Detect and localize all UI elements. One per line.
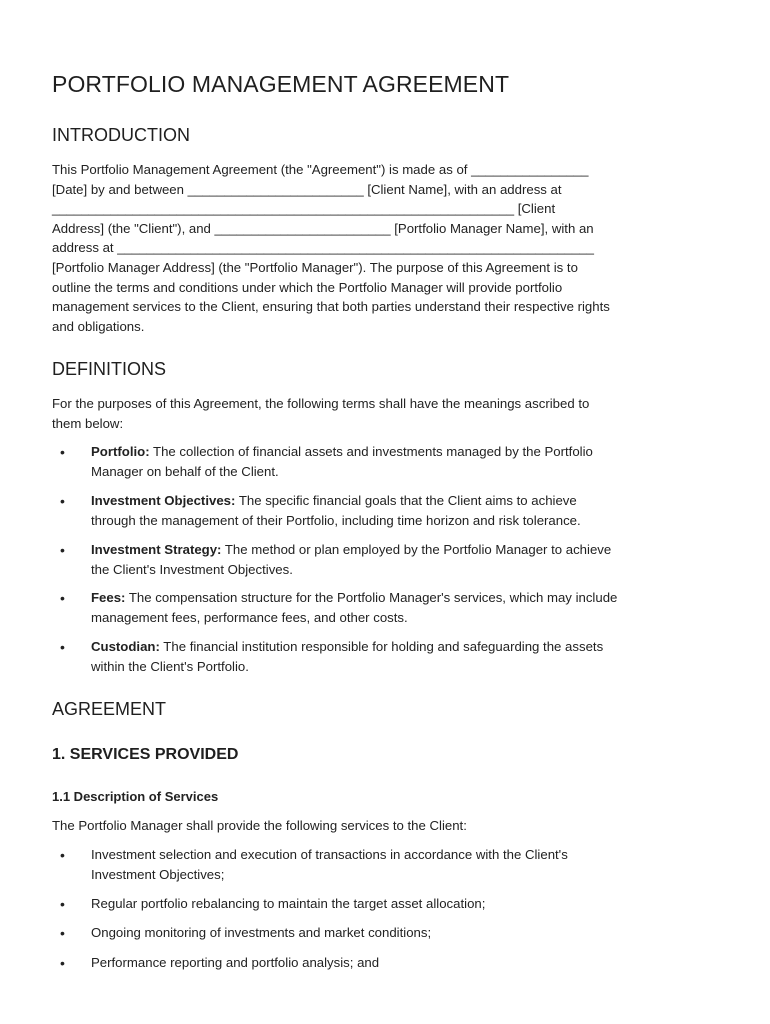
document-title: PORTFOLIO MANAGEMENT AGREEMENT	[52, 71, 510, 97]
definition-item-investment-objectives	[91, 491, 581, 530]
bullet-icon: •	[60, 444, 65, 460]
section-heading-services-provided: 1. SERVICES PROVIDED	[52, 746, 239, 763]
intro-line: _______________________________________________________________ [Client	[52, 201, 556, 217]
bullet-icon: •	[60, 925, 65, 941]
definition-text: the Client's Investment Objectives.	[91, 561, 293, 577]
definition-item-investment-strategy	[91, 540, 611, 579]
bullet-icon: •	[60, 955, 65, 971]
definition-text: The collection of financial assets and investments managed by the Portfolio	[149, 444, 593, 459]
definitions-intro-line: For the purposes of this Agreement, the following terms shall have the meanings ascribed to	[52, 396, 590, 411]
service-item	[91, 953, 379, 973]
service-item	[91, 894, 485, 914]
bullet-icon: •	[60, 639, 65, 655]
definition-term: Fees:	[91, 590, 126, 605]
intro-line: management services to the Client, ensuring that both parties understand their respective rights	[52, 299, 610, 315]
services-intro: The Portfolio Manager shall provide the following services to the Client:	[52, 818, 467, 833]
introduction-heading: INTRODUCTION	[52, 125, 190, 145]
intro-line: [Portfolio Manager Address] (the "Portfolio Manager"). The purpose of this Agreement is to	[52, 259, 578, 275]
definition-term: Custodian:	[91, 639, 160, 654]
service-text: Ongoing monitoring of investments and market conditions;	[91, 925, 432, 940]
intro-line: [Date] by and between ________________________ [Client Name], with an address at	[52, 181, 562, 197]
definition-text: The specific financial goals that the Client aims to achieve	[235, 493, 577, 508]
service-text: Performance reporting and portfolio analysis; and	[91, 955, 380, 970]
intro-line: This Portfolio Management Agreement (the "Agreement") is made as of ________________	[52, 162, 589, 177]
intro-line: and obligations.	[52, 318, 145, 334]
bullet-icon: •	[60, 493, 65, 509]
service-text: Investment selection and execution of transactions in accordance with the Client's	[91, 847, 568, 862]
bullet-icon: •	[60, 542, 65, 558]
definition-term: Investment Strategy:	[91, 542, 222, 557]
service-text: Regular portfolio rebalancing to maintain the target asset allocation;	[91, 896, 486, 911]
definitions-intro-line: them below:	[52, 415, 124, 431]
intro-line: address at _________________________________________________________________	[52, 240, 594, 256]
definitions-intro	[52, 394, 589, 433]
bullet-icon: •	[60, 896, 65, 912]
introduction-paragraph	[52, 160, 610, 336]
definition-text: Manager on behalf of the Client.	[91, 463, 279, 479]
definition-text: within the Client's Portfolio.	[91, 658, 249, 674]
intro-line: outline the terms and conditions under which the Portfolio Manager will provide portfolio	[52, 279, 563, 295]
definition-text: The method or plan employed by the Portfolio Manager to achieve	[221, 542, 612, 557]
definition-text: management fees, performance fees, and other costs.	[91, 609, 408, 625]
definition-text: The financial institution responsible for holding and safeguarding the assets	[159, 639, 604, 654]
definition-term: Portfolio:	[91, 444, 150, 459]
definition-item-custodian	[91, 637, 603, 676]
definitions-heading: DEFINITIONS	[52, 359, 167, 379]
definition-item-fees	[91, 588, 617, 627]
bullet-icon: •	[60, 590, 65, 606]
subsection-heading-description-of-services: 1.1 Description of Services	[52, 789, 219, 804]
definition-item-portfolio	[91, 442, 593, 481]
service-item	[91, 923, 431, 943]
intro-line: Address] (the "Client"), and ________________________ [Portfolio Manager Name], with an	[52, 220, 594, 236]
agreement-heading: AGREEMENT	[52, 699, 167, 719]
definition-text: The compensation structure for the Portfolio Manager's services, which may include	[125, 590, 618, 605]
bullet-icon: •	[60, 847, 65, 863]
service-text: Investment Objectives;	[91, 866, 225, 882]
definition-term: Investment Objectives:	[91, 493, 236, 508]
definition-text: through the management of their Portfolio, including time horizon and risk tolerance.	[91, 512, 581, 528]
service-item	[91, 845, 568, 884]
